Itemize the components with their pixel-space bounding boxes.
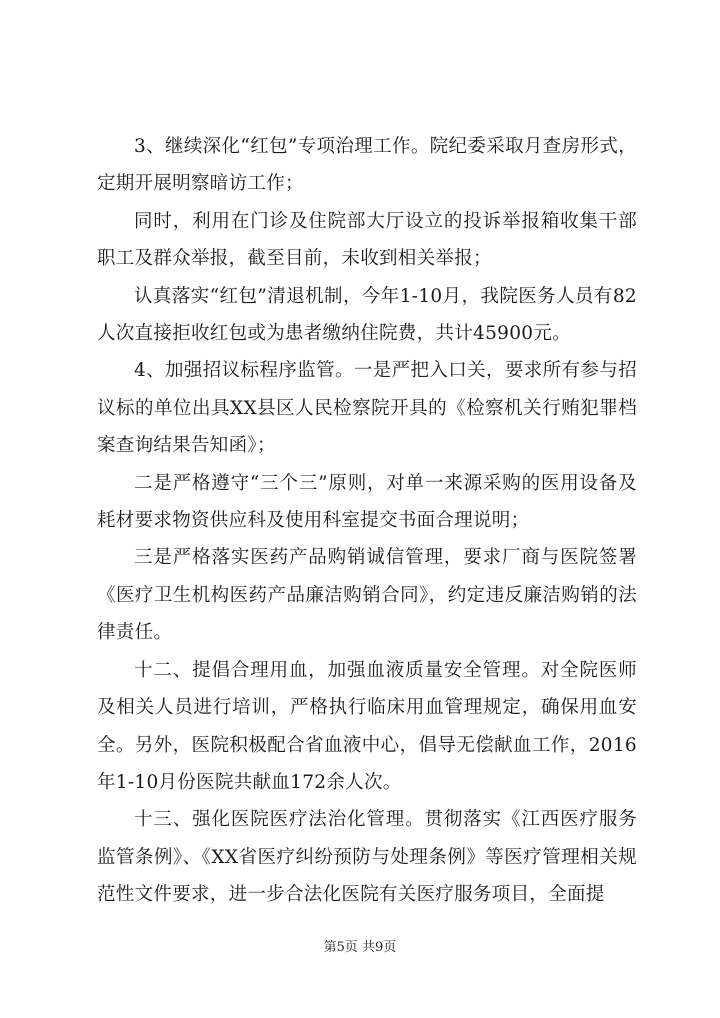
paragraph-three-principles: 二是严格遵守“三个三”原则，对单一来源采购的医用设备及耗材要求物资供应科及使用科室提交书面合理说明； — [97, 472, 637, 532]
page-number-footer: 第5页 共9页 — [323, 940, 397, 955]
paragraph-legal-management: 十三、强化医院医疗法治化管理。贯彻落实《江西医疗服务监管条例》、《XX省医疗纠纷预防与处理条例》等医疗管理相关规范性文件要求，进一步合法化医院有关医疗服务项目，全面提 — [97, 809, 637, 906]
paragraph-blood-management: 十二、提倡合理用血，加强血液质量安全管理。对全院医师及相关人员进行培训，严格执行临床用血管理规定，确保用血安全。另外，医院积极配合省血液中心，倡导无偿献血工作，2016年1-10月份医院共献血172余人次。 — [97, 659, 637, 793]
paragraph-red-envelope-governance: 3、继续深化“红包”专项治理工作。院纪委采取月查房形式，定期开展明察暗访工作； — [97, 136, 637, 195]
paragraph-integrity-management: 三是严格落实医药产品购销诚信管理，要求厂商与医院签署《医疗卫生机构医药产品廉洁购销合同》，约定违反廉洁购销的法律责任。 — [97, 547, 637, 644]
paragraph-red-envelope-refund: 认真落实“红包”清退机制，今年1-10月，我院医务人员有82人次直接拒收红包或为患者缴纳住院费，共计45900元。 — [97, 285, 637, 345]
paragraph-complaint-box: 同时，利用在门诊及住院部大厅设立的投诉举报箱收集干部职工及群众举报，截至目前，未收到相关举报； — [97, 210, 637, 270]
paragraph-bidding-supervision: 4、加强招议标程序监管。一是严把入口关，要求所有参与招议标的单位出具XX县区人民检察院开具的《检察机关行贿犯罪档案查询结果告知函》； — [97, 360, 637, 457]
body-text — [97, 128, 637, 914]
